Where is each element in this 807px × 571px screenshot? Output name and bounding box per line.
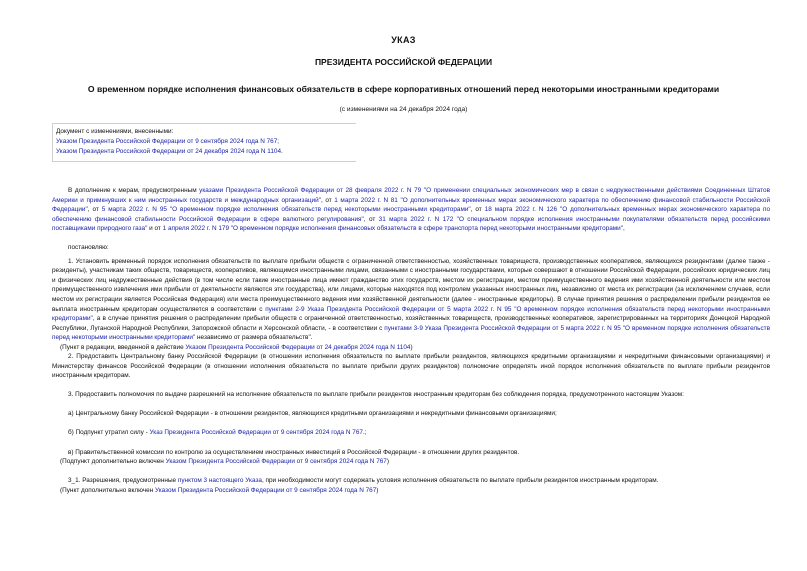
decree-link-179[interactable]: 1 апреля 2022 г. N 179 "О временном порядке исполнения финансовых обязательств в сфере транспорта перед некоторыми иностранными кредиторами" — [162, 225, 624, 233]
item-3: 3. Предоставить полномочия по выдаче разрешений на исполнение обязательств по выплате прибыли резидентов иностранным кредиторам без соблюдения порядка, предусмотренного настоящим Указом: — [68, 391, 684, 399]
item-3-1-note-link[interactable]: Указом Президента Российской Федерации от 9 сентября 2024 года N 767 — [154, 486, 377, 494]
item-3-1: 3_1. Разрешения, предусмотренные пунктом 3 настоящего Указа, при необходимости могут содержать условия исполнения обязательств по выплате прибыли резидентов иностранным кредиторам. — [68, 477, 659, 485]
issuer-heading: ПРЕЗИДЕНТА РОССИЙСКОЙ ФЕДЕРАЦИИ — [314, 57, 493, 67]
item-3-b-link[interactable]: Указ Президента Российской Федерации от 9 сентября 2024 года N 767 — [149, 429, 363, 437]
preamble-paragraph: В дополнение к мерам, предусмотренным указами Президента Российской Федерации от 28 февраля 2022 г. N 79 "О применении специальных экономических мер в связи с недружественными действиями Соединенных Штатов Америки и примкнувших к ним иностранных государств и международных организаций", от 1 марта 2022 г. N 81 "О дополнительных временных мерах экономического характера по обеспечению финансовой стабильности Российской Федерации", от 5 марта 2022 г. N 95 "О временном порядке исполнения обязательств перед некоторыми иностранными кредиторами", от 18 марта 2022 г. N 126 "О дополнительных временных мерах экономического характера по обеспечению финансовой стабильности Российской Федерации в сфере валютного регулирования", от 31 марта 2022 г. N 172 "О специальном порядке исполнения иностранными покупателями обязательств перед российскими поставщиками природного газа" и от 1 апреля 2022 г. N 179 "О временном порядке исполнения финансовых обязательств в сфере транспорта перед некоторыми иностранными кредиторами", — [52, 187, 771, 233]
decree-word: постановляю: — [68, 244, 109, 252]
item-1-link-points-3-9[interactable]: пунктами 3-9 Указа Президента Российской Федерации от 5 марта 2022 г. N 95 "О временном порядке исполнения обязательств перед некоторыми иностранными кредиторами" — [52, 324, 770, 342]
item-3-a: а) Центральному банку Российской Федерации - в отношении резидентов, являющихся кредитными организациями и некредитными финансовыми организациями; — [68, 410, 557, 418]
item-1-link-points-2-9[interactable]: пунктами 2-9 Указа Президента Российской Федерации от 5 марта 2022 г. N 95 "О временном порядке исполнения обязательств перед некоторыми иностранными кредиторами" — [52, 305, 771, 323]
document-type-heading: УКАЗ — [391, 35, 416, 45]
item-3-1-note: (Пункт дополнительно включен Указом Президента Российской Федерации от 9 сентября 2024 года N 767) — [60, 486, 379, 494]
document-body — [52, 186, 770, 495]
document-title: О временном порядке исполнения финансовых обязательств в сфере корпоративных отношений перед некоторыми иностранными кредиторами — [87, 84, 720, 94]
amendment-link-1104[interactable]: Указом Президента Российской Федерации от 24 декабря 2024 года N 1104. — [56, 148, 283, 155]
item-1-note-link[interactable]: Указом Президента Российской Федерации от 24 декабря 2024 года N 1104 — [185, 343, 411, 351]
item-1-revision-note: (Пункт в редакции, введенной в действие Указом Президента Российской Федерации от 24 декабря 2024 года N 1104) — [60, 343, 413, 351]
item-3-v: в) Правительственной комиссии по контролю за осуществлением иностранных инвестиций в Российской Федерации - в отношении других резидентов. — [68, 448, 520, 456]
item-3-v-note: (Подпункт дополнительно включен Указом Президента Российской Федерации от 9 сентября 2024 года N 767) — [60, 458, 389, 466]
item-1: 1. Установить временный порядок исполнения обязательств по выплате прибыли обществ с ограниченной ответственностью, хозяйственных товариществ, производственных кооперативов, являющихся резидентами (далее также - резиденты), участникам таких обществ, товариществ, кооперативов, являющимся иностранными лицами, связанными с иностранными государствами, которые совершают в отношении Российской Федерации, российских юридических лиц и физических лиц недружественные действия (в том числе если такие иностранные лица имеют гражданство этих государств, местом их регистрации, местом преимущественного ведения ими хозяйственной деятельности или местом преимущественного извлечения ими прибыли от деятельности являются эти государства), или лицами, которые находятся под контролем указанных иностранных лиц, независимо от места их регистрации (за исключением случаев, если местом их регистрации является Российская Федерация) или места преимущественного ведения ими хозяйственной деятельности (далее - иностранные кредиторы). В случае принятия решения о распределении прибыли резидентов ее выплата иностранным кредиторам осуществляется в соответствии с пунктами 2-9 Указа Президента Российской Федерации от 5 марта 2022 г. N 95 "О временном порядке исполнения обязательств перед некоторыми иностранными кредиторами", а в случае принятия решения о распределении прибыли обществ с ограниченной ответственностью, хозяйственных товариществ, производственных кооперативов, зарегистрированных на территориях Донецкой Народной Республики, Луганской Народной Республики, Запорожской области и Херсонской области, - в соответствии с пунктами 3-9 Указа Президента Российской Федерации от 5 марта 2022 г. N 95 "О временном порядке исполнения обязательств перед некоторыми иностранными кредиторами" независимо от размера обязательств". — [52, 257, 771, 342]
revision-note: (с изменениями на 24 декабря 2024 года) — [339, 106, 468, 113]
item-3-v-note-link[interactable]: Указом Президента Российской Федерации от 9 сентября 2024 года N 767 — [165, 458, 387, 466]
item-3-b: б) Подпункт утратил силу - Указ Президента Российской Федерации от 9 сентября 2024 года N 767.; — [68, 429, 367, 437]
decree-link-79[interactable]: указами Президента Российской Федерации от 28 февраля 2022 г. N 79 "О применении специальных экономических мер в связи с недружественными действиями Соединенных Штатов Америки и примкнувших к ним иностранных государств и международных организаций" — [52, 187, 770, 204]
decree-link-81[interactable]: 1 марта 2022 г. N 81 "О дополнительных временных мерах экономического характера по обеспечению финансовой стабильности Российской Федерации" — [52, 196, 771, 214]
decree-link-172[interactable]: 31 марта 2022 г. N 172 "О специальном порядке исполнения иностранными покупателями обязательств перед российскими поставщиками природного газа" — [52, 215, 770, 233]
item-2: 2. Предоставить Центральному банку Российской Федерации (в отношении исполнения обязательств по выплате прибыли резидентов, являющихся кредитными организациями и некредитными финансовыми организациями) и Министерству финансов Российской Федерации (в отношении исполнения обязательств по выплате прибыли других резидентов) полномочие определять иной порядок исполнения обязательств по выплате прибыли резидентов иностранным кредиторам. — [52, 353, 770, 380]
item-3-1-link[interactable]: пунктом 3 настоящего Указа — [177, 477, 262, 485]
decree-link-126[interactable]: 18 марта 2022 г. N 126 "О дополнительных временных мерах экономического характера по обеспечению финансовой стабильности Российской Федерации в сфере валютного регулирования" — [52, 206, 771, 223]
changes-box — [52, 123, 356, 162]
decree-link-95[interactable]: 5 марта 2022 г. N 95 "О временном порядке исполнения обязательств перед некоторыми иностранными кредиторами" — [101, 206, 471, 214]
changes-intro: Документ с изменениями, внесенными: — [56, 128, 174, 135]
amendment-link-767[interactable]: Указом Президента Российской Федерации от 9 сентября 2024 года N 767; — [56, 138, 280, 145]
